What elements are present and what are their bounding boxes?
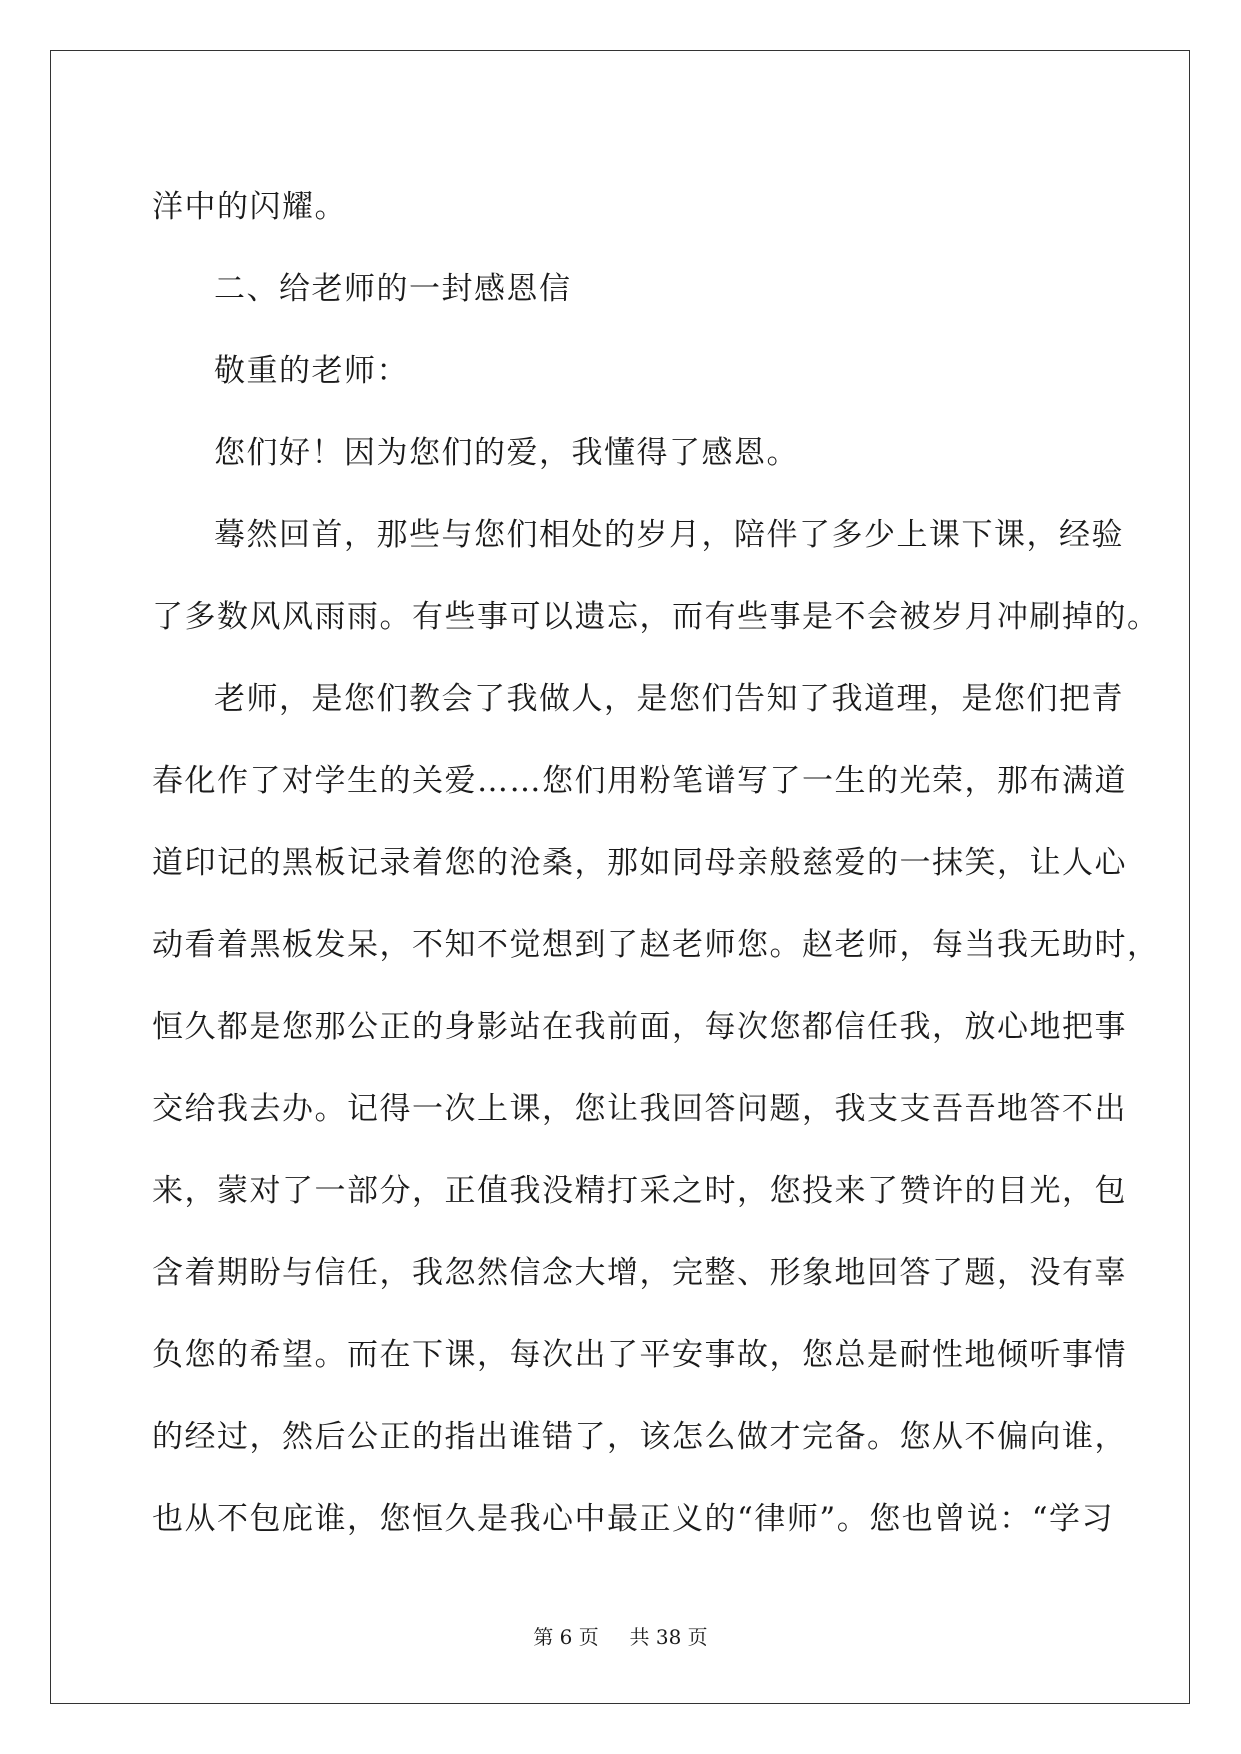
letter-salutation: 敬重的老师： <box>214 353 409 389</box>
text-line-1: 洋中的闪耀。 <box>152 189 347 225</box>
page-total: 共 38 页 <box>629 1625 708 1649</box>
text-line-9: 道印记的黑板记录着您的沧桑，那如同母亲般慈爱的一抹笑，让人心 <box>152 845 1127 881</box>
text-line-14: 含着期盼与信任，我忽然信念大增，完整、形象地回答了题，没有辜 <box>152 1255 1127 1291</box>
text-line-11: 恒久都是您那公正的身影站在我前面，每次您都信任我，放心地把事 <box>152 1009 1127 1045</box>
document-body <box>152 166 1160 1560</box>
text-line-4: 您们好！因为您们的爱，我懂得了感恩。 <box>214 435 799 471</box>
text-line-12: 交给我去办。记得一次上课，您让我回答问题，我支支吾吾地答不出 <box>152 1091 1127 1127</box>
text-line-6: 了多数风风雨雨。有些事可以遗忘，而有些事是不会被岁月冲刷掉的。 <box>152 599 1160 635</box>
text-line-8: 春化作了对学生的关爱……您们用粉笔谱写了一生的光荣，那布满道 <box>152 763 1127 799</box>
text-line-15: 负您的希望。而在下课，每次出了平安事故，您总是耐性地倾听事情 <box>152 1337 1127 1373</box>
text-line-10: 动看着黑板发呆，不知不觉想到了赵老师您。赵老师，每当我无助时， <box>152 927 1160 963</box>
text-line-17: 也从不包庇谁，您恒久是我心中最正义的“律师”。您也曾说：“学习 <box>152 1501 1115 1537</box>
text-line-7: 老师，是您们教会了我做人，是您们告知了我道理，是您们把青 <box>214 681 1124 717</box>
section-heading: 二、给老师的一封感恩信 <box>214 271 572 307</box>
text-line-13: 来，蒙对了一部分，正值我没精打采之时，您投来了赞许的目光，包 <box>152 1173 1127 1209</box>
text-line-5: 蓦然回首，那些与您们相处的岁月，陪伴了多少上课下课，经验 <box>214 517 1124 553</box>
text-line-16: 的经过，然后公正的指出谁错了，该怎么做才完备。您从不偏向谁， <box>152 1419 1127 1455</box>
page-footer <box>0 1625 1241 1649</box>
page-number: 第 6 页 <box>533 1625 599 1649</box>
